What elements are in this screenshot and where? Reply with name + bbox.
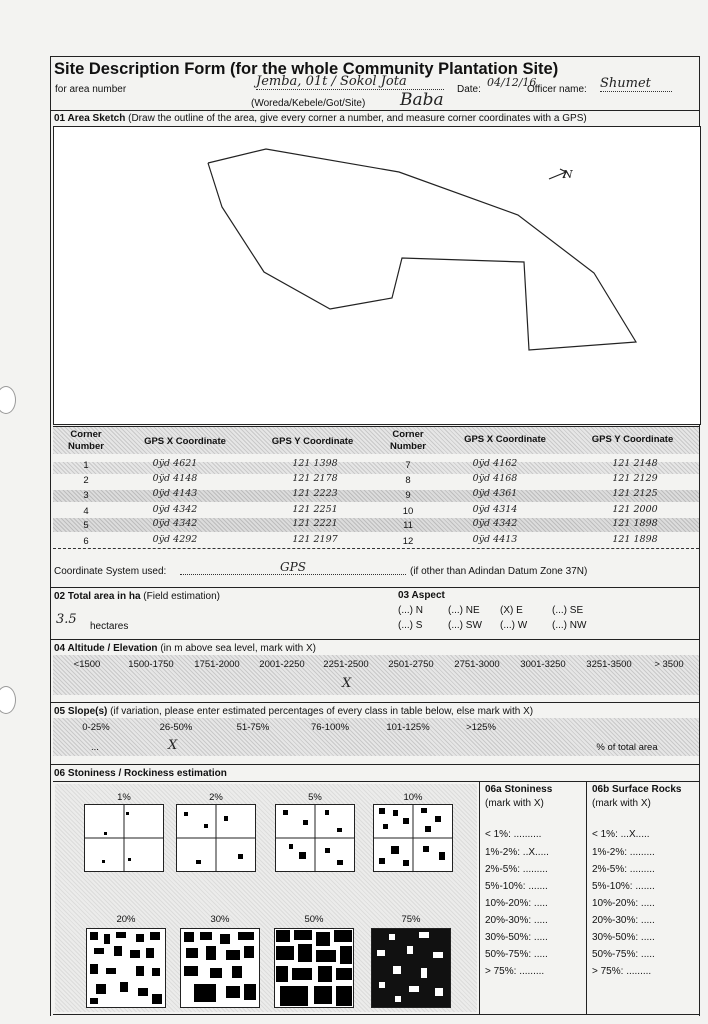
location-value-2[interactable]: Baba <box>400 90 444 110</box>
stone-diagram-50pct <box>274 928 354 1008</box>
stone-diagram-2pct <box>176 804 256 872</box>
sketch-instruction: (Draw the outline of the area, give every corner a number, and measure corner coordinates with a GPS) <box>128 113 587 124</box>
aspect-w[interactable]: (...) W <box>500 620 528 631</box>
corner-header-2: Corner Number <box>390 429 426 452</box>
north-marker: N <box>563 168 573 181</box>
corner-number: 9 <box>405 490 411 501</box>
aspect-ne[interactable]: (...) NE <box>448 605 480 616</box>
gps-y-value[interactable]: 121 2197 <box>292 534 338 545</box>
aspect-n[interactable]: (...) N <box>398 605 423 616</box>
gps-x-header-1: GPS X Coordinate <box>144 436 226 447</box>
stone-diagram-30pct <box>180 928 260 1008</box>
officer-label: Officer name: <box>527 84 587 95</box>
form-top-border <box>50 56 700 57</box>
coord-system-label: Coordinate System used: <box>54 566 167 577</box>
stone-label: 5% <box>308 792 322 803</box>
corner-number: 12 <box>402 536 414 547</box>
corner-number: 7 <box>405 460 411 471</box>
stoniness-heading: 06 Stoniness / Rockiness estimation <box>54 768 227 779</box>
gps-x-value[interactable]: 0ÿd 4143 <box>152 488 198 499</box>
altitude-instruction: (in m above sea level, mark with X) <box>160 643 316 654</box>
corner-number: 8 <box>405 475 411 486</box>
surface-rocks-option[interactable]: < 1%: ...X..... <box>592 829 650 840</box>
gps-x-value[interactable]: 0ÿd 4413 <box>472 534 518 545</box>
surface-rocks-option[interactable]: 5%-10%: ....... <box>592 881 655 892</box>
corner-number: 11 <box>403 520 413 531</box>
gps-y-value[interactable]: 121 1898 <box>612 518 658 529</box>
gps-x-value[interactable]: 0ÿd 4148 <box>152 473 198 484</box>
stoniness-option[interactable]: 2%-5%: ......... <box>485 864 548 875</box>
stoniness-option[interactable]: 20%-30%: ..... <box>485 915 548 926</box>
stone-diagram-1pct <box>84 804 164 872</box>
stoniness-option[interactable]: 5%-10%: ....... <box>485 881 548 892</box>
slope-class[interactable]: 76-100% <box>310 722 350 733</box>
slope-mark[interactable]: X <box>168 738 178 753</box>
corner-number: 4 <box>83 506 89 517</box>
gps-y-value[interactable]: 121 2251 <box>292 504 338 515</box>
altitude-class[interactable]: 3001-3250 <box>520 659 566 670</box>
gps-y-value[interactable]: 121 2129 <box>612 473 658 484</box>
corner-number: 5 <box>83 520 89 531</box>
form-left-border <box>50 56 51 1016</box>
slope-blank[interactable]: ... <box>91 742 99 753</box>
gps-x-value[interactable]: 0ÿd 4621 <box>152 458 198 469</box>
surface-rocks-option[interactable]: 50%-75%: ..... <box>592 949 655 960</box>
coord-system-note: (if other than Adindan Datum Zone 37N) <box>410 566 588 577</box>
gps-x-value[interactable]: 0ÿd 4361 <box>472 488 518 499</box>
coord-system-value[interactable]: GPS <box>180 560 406 575</box>
gps-y-value[interactable]: 121 2221 <box>292 518 338 529</box>
gps-y-value[interactable]: 121 2148 <box>612 458 658 469</box>
surface-rocks-option[interactable]: 2%-5%: ......... <box>592 864 655 875</box>
altitude-class[interactable]: 1751-2000 <box>194 659 240 670</box>
gps-x-value[interactable]: 0ÿd 4168 <box>472 473 518 484</box>
corner-header-1: Corner Number <box>68 429 104 452</box>
gps-y-value[interactable]: 121 2000 <box>612 504 658 515</box>
stone-label: 30% <box>210 914 230 925</box>
slope-percent-label: % of total area <box>596 742 658 753</box>
altitude-class[interactable]: 2501-2750 <box>388 659 434 670</box>
surface-rocks-option[interactable]: 10%-20%: ..... <box>592 898 655 909</box>
form-title: Site Description Form (for the whole Community Plantation Site) <box>54 60 559 78</box>
stoniness-option[interactable]: 1%-2%: ..X..... <box>485 847 549 858</box>
aspect-heading: 03 Aspect <box>398 590 445 601</box>
gps-y-value[interactable]: 121 2178 <box>292 473 338 484</box>
aspect-sw[interactable]: (...) SW <box>448 620 482 631</box>
total-area-sub: (Field estimation) <box>143 591 220 602</box>
surface-rocks-option[interactable]: 30%-50%: ..... <box>592 932 655 943</box>
gps-y-value[interactable]: 121 1898 <box>612 534 658 545</box>
officer-value[interactable]: Shumet <box>600 76 672 92</box>
total-area-heading-row <box>54 591 220 602</box>
gps-x-value[interactable]: 0ÿd 4342 <box>152 504 198 515</box>
altitude-heading-row <box>54 643 316 654</box>
stoniness-option[interactable]: < 1%: .......... <box>485 829 542 840</box>
total-area-unit: hectares <box>90 621 129 632</box>
gps-x-value[interactable]: 0ÿd 4292 <box>152 534 198 545</box>
aspect-e[interactable]: (X) E <box>500 605 523 616</box>
gps-y-header-1: GPS Y Coordinate <box>271 436 354 447</box>
slope-instruction: (if variation, please enter estimated percentages of every class in table below, else mark with X) <box>110 706 534 717</box>
gps-y-value[interactable]: 121 2125 <box>612 488 658 499</box>
altitude-class[interactable]: 2001-2250 <box>259 659 305 670</box>
stoniness-col-a-sub: (mark with X) <box>485 798 544 809</box>
date-label: Date: <box>457 84 481 95</box>
corner-number: 1 <box>83 460 89 471</box>
altitude-heading: 04 Altitude / Elevation <box>54 643 158 654</box>
gps-x-value[interactable]: 0ÿd 4342 <box>152 518 198 529</box>
total-area-heading: 02 Total area in ha <box>54 591 141 602</box>
stoniness-option[interactable]: 50%-75%: ..... <box>485 949 548 960</box>
slope-class[interactable]: >125% <box>466 722 496 733</box>
stone-label: 50% <box>304 914 324 925</box>
stoniness-col-a-title: 06a Stoniness <box>485 784 553 795</box>
corner-number: 6 <box>83 536 89 547</box>
altitude-class[interactable]: 1500-1750 <box>128 659 174 670</box>
surface-rocks-option[interactable]: 20%-30%: ..... <box>592 915 655 926</box>
slope-class[interactable]: 26-50% <box>159 722 193 733</box>
date-value[interactable]: 04/12/16 <box>487 76 537 89</box>
punch-hole-top <box>0 386 16 414</box>
gps-y-value[interactable]: 121 1398 <box>292 458 338 469</box>
stone-label: 20% <box>116 914 136 925</box>
corner-number: 3 <box>83 490 89 501</box>
location-caption: (Woreda/Kebele/Got/Site) <box>251 98 366 109</box>
stoniness-option[interactable]: 10%-20%: ..... <box>485 898 548 909</box>
corner-number: 2 <box>83 475 89 486</box>
stone-label: 75% <box>401 914 421 925</box>
area-sketch-box[interactable] <box>53 126 701 425</box>
stone-diagram-20pct <box>86 928 166 1008</box>
altitude-class[interactable]: 2251-2500 <box>323 659 369 670</box>
gps-x-value[interactable]: 0ÿd 4342 <box>472 518 518 529</box>
altitude-class[interactable]: > 3500 <box>654 659 684 670</box>
corner-number: 10 <box>402 506 414 517</box>
stone-diagram-10pct <box>373 804 453 872</box>
stoniness-col-b-title: 06b Surface Rocks <box>592 784 682 795</box>
punch-hole-bottom <box>0 686 16 714</box>
gps-x-value[interactable]: 0ÿd 4162 <box>472 458 518 469</box>
stoniness-option[interactable]: > 75%: ......... <box>485 966 545 977</box>
slope-class[interactable]: 51-75% <box>236 722 270 733</box>
stone-label: 10% <box>403 792 423 803</box>
stoniness-option[interactable]: 30%-50%: ..... <box>485 932 548 943</box>
surface-rocks-option[interactable]: 1%-2%: ......... <box>592 847 655 858</box>
gps-y-value[interactable]: 121 2223 <box>292 488 338 499</box>
stone-diagram-5pct <box>275 804 355 872</box>
gps-x-header-2: GPS X Coordinate <box>464 434 546 445</box>
location-value[interactable]: Jemba, 01t / Sokol Jota <box>256 74 444 90</box>
altitude-class[interactable]: 3251-3500 <box>586 659 632 670</box>
surface-rocks-option[interactable]: > 75%: ......... <box>592 966 652 977</box>
gps-x-value[interactable]: 0ÿd 4314 <box>472 504 518 515</box>
altitude-class[interactable]: 2751-3000 <box>454 659 500 670</box>
altitude-mark[interactable]: X <box>342 676 352 691</box>
slope-class[interactable]: 0-25% <box>82 722 110 733</box>
aspect-se[interactable]: (...) SE <box>552 605 584 616</box>
aspect-nw[interactable]: (...) NW <box>552 620 587 631</box>
total-area-value[interactable]: 3.5 <box>56 612 77 627</box>
stone-label: 2% <box>209 792 223 803</box>
stone-diagram-75pct <box>371 928 451 1008</box>
stoniness-col-b-sub: (mark with X) <box>592 798 651 809</box>
stone-label: 1% <box>117 792 131 803</box>
slope-class[interactable]: 101-125% <box>386 722 430 733</box>
altitude-class[interactable]: <1500 <box>73 659 101 670</box>
slope-heading-row <box>54 706 533 717</box>
slope-heading: 05 Slope(s) <box>54 706 108 717</box>
sketch-heading: 01 Area Sketch <box>54 113 126 124</box>
sketch-heading-row <box>54 113 587 124</box>
area-sketch-drawing <box>54 127 700 424</box>
area-number-label: for area number <box>55 84 127 95</box>
gps-y-header-2: GPS Y Coordinate <box>591 434 674 445</box>
aspect-s[interactable]: (...) S <box>398 620 423 631</box>
